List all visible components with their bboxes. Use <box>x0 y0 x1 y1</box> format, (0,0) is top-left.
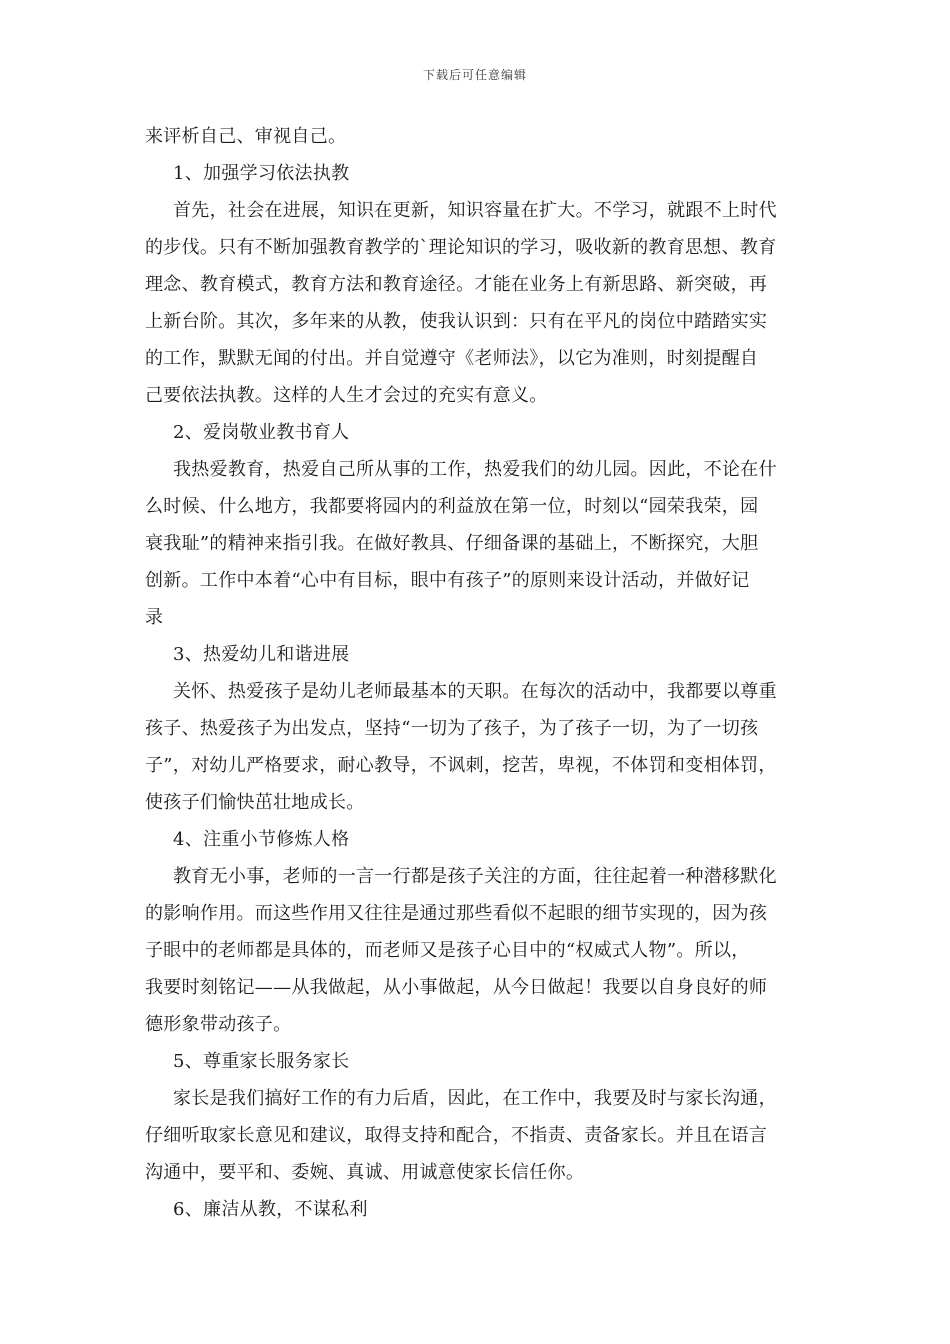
paragraph-line: 理念、教育模式，教育方法和教育途径。才能在业务上有新思路、新突破，再 <box>145 274 768 295</box>
section-heading: 2、爱岗敬业教书育人 <box>173 422 350 443</box>
paragraph-line: 德形象带动孩子。 <box>145 1014 292 1035</box>
paragraph-line: 创新。工作中本着“心中有目标，眼中有孩子”的原则来设计活动，并做好记 <box>145 570 750 591</box>
section-heading: 6、廉洁从教，不谋私利 <box>173 1199 368 1220</box>
paragraph-line: 录 <box>145 607 164 628</box>
paragraph-line: 孩子、热爱孩子为出发点，坚持“一切为了孩子，为了孩子一切，为了一切孩 <box>145 718 759 739</box>
paragraph-line: 我要时刻铭记——从我做起，从小事做起，从今日做起！我要以自身良好的师 <box>145 977 768 998</box>
paragraph-line: 我热爱教育，热爱自己所从事的工作，热爱我们的幼儿园。因此，不论在什 <box>173 459 777 480</box>
section-heading: 5、尊重家长服务家长 <box>173 1051 350 1072</box>
paragraph-line: 首先，社会在进展，知识在更新，知识容量在扩大。不学习，就跟不上时代 <box>173 200 777 221</box>
paragraph-line: 教育无小事，老师的一言一行都是孩子关注的方面，往往起着一种潜移默化 <box>173 866 777 887</box>
paragraph-line: 沟通中，要平和、委婉、真诚、用诚意使家长信任你。 <box>145 1162 585 1183</box>
paragraph-line: 子”，对幼儿严格要求，耐心教导，不讽刺，挖苦，卑视，不体罚和变相体罚， <box>145 755 777 776</box>
paragraph-line: 使孩子们愉快茁壮地成长。 <box>145 792 365 813</box>
paragraph-line: 的影响作用。而这些作用又往往是通过那些看似不起眼的细节实现的，因为孩 <box>145 903 768 924</box>
paragraph-line: 上新台阶。其次，多年来的从教，使我认识到：只有在平凡的岗位中踏踏实实 <box>145 311 768 332</box>
section-heading: 4、注重小节修炼人格 <box>173 829 350 850</box>
paragraph-line: 衰我耻”的精神来指引我。在做好教具、仔细备课的基础上，不断探究，大胆 <box>145 533 759 554</box>
paragraph-line: 仔细听取家长意见和建议，取得支持和配合，不指责、责备家长。并且在语言 <box>145 1125 768 1146</box>
document-body <box>145 118 825 1228</box>
page-header: 下载后可任意编辑 <box>422 68 527 82</box>
paragraph-line: 来评析自己、审视自己。 <box>145 126 347 147</box>
paragraph-line: 家长是我们搞好工作的有力后盾，因此，在工作中，我要及时与家长沟通， <box>173 1088 777 1109</box>
paragraph-line: 己要依法执教。这样的人生才会过的充实有意义。 <box>145 385 548 406</box>
paragraph-line: 子眼中的老师都是具体的，而老师又是孩子心目中的“权威式人物”。所以， <box>145 940 750 961</box>
paragraph-line: 关怀、热爱孩子是幼儿老师最基本的天职。在每次的活动中，我都要以尊重 <box>173 681 777 702</box>
paragraph-line: 的工作，默默无闻的付出。并自觉遵守《老师法》，以它为准则，时刻提醒自 <box>145 348 759 369</box>
paragraph-line: 的步伐。只有不断加强教育教学的`理论知识的学习，吸收新的教育思想、教育 <box>145 237 777 258</box>
section-heading: 3、热爱幼儿和谐进展 <box>173 644 350 665</box>
section-heading: 1、加强学习依法执教 <box>173 163 350 184</box>
paragraph-line: 么时候、什么地方，我都要将园内的利益放在第一位，时刻以“园荣我荣，园 <box>145 496 759 517</box>
